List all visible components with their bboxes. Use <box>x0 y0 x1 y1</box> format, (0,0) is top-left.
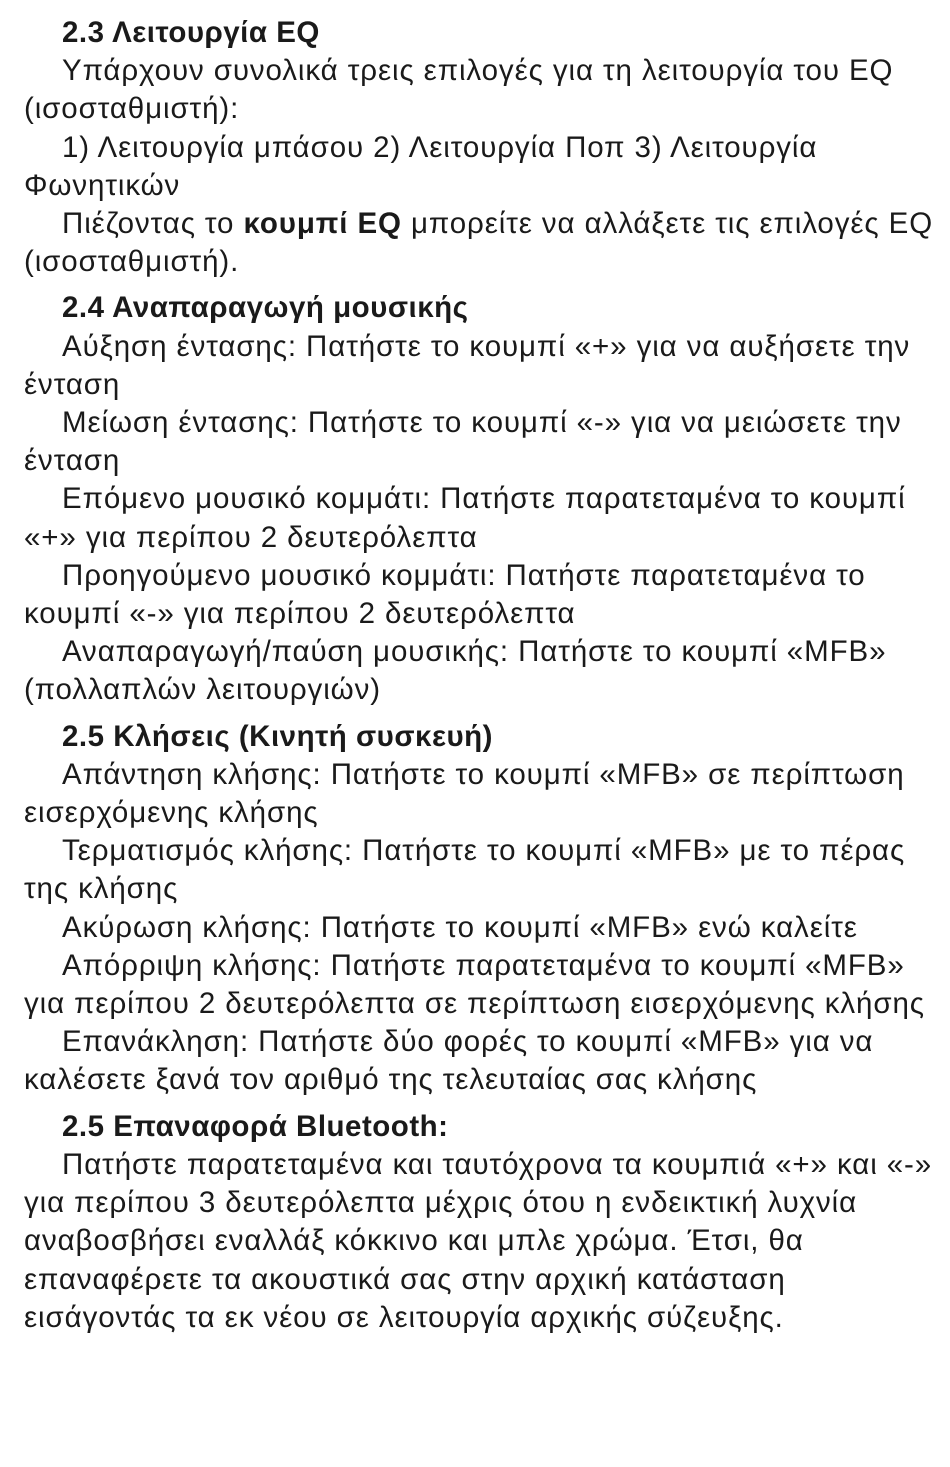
paragraph: Πατήστε παρατεταμένα και ταυτόχρονα τα κουμπιά «+» και «-» για περίπου 3 δευτερόλεπτα μέχρις ότου η ενδεικτική λυχνία αναβοσβήσει εναλλάξ κόκκινο και μπλε χρώμα. Έτσι, θα επαναφέρετε τα ακουστικά σας στην αρχική κατάσταση εισάγοντάς τα εκ νέου σε λειτουργία αρχικής σύζευξης. <box>24 1147 933 1334</box>
section-heading: 2.4 Αναπαραγωγή μουσικής <box>62 291 469 325</box>
paragraph: Απάντηση κλήσης: Πατήστε το κουμπί «MFB» σε περίπτωση εισερχόμενης κλήσης <box>24 757 905 830</box>
section-bluetooth-reset <box>24 1108 936 1337</box>
section-eq-mode <box>24 14 936 281</box>
paragraph: Επόμενο μουσικό κομμάτι: Πατήστε παρατεταμένα το κουμπί «+» για περίπου 2 δευτερόλεπτα <box>24 482 906 554</box>
bold-text-run: κουμπί EQ <box>243 207 402 241</box>
paragraph: Υπάρχουν συνολικά τρεις επιλογές για τη λειτουργία του EQ (ισοσταθμιστή): <box>24 54 894 126</box>
section-heading: 2.5 Κλήσεις (Κινητή συσκευή) <box>62 719 493 753</box>
text-run: Πιέζοντας το <box>62 207 244 241</box>
paragraph: Ακύρωση κλήσης: Πατήστε το κουμπί «MFB» ενώ καλείτε <box>62 910 858 944</box>
paragraph: Τερματισμός κλήσης: Πατήστε το κουμπί «MFB» με το πέρας της κλήσης <box>24 834 906 906</box>
section-heading: 2.3 Λειτουργία EQ <box>62 16 320 49</box>
section-heading: 2.5 Επαναφορά Bluetooth: <box>62 1109 449 1143</box>
paragraph: Αύξηση έντασης: Πατήστε το κουμπί «+» για να αυξήσετε την ένταση <box>24 329 911 401</box>
manual-page <box>24 14 936 1345</box>
paragraph: Επανάκληση: Πατήστε δύο φορές το κουμπί «MFB» για να καλέσετε ξανά τον αριθμό της τελευταίας σας κλήσης <box>24 1025 874 1097</box>
text-run: μπορείτε να αλλάξετε τις επιλογές EQ (ισοσταθμιστή). <box>24 207 934 279</box>
paragraph <box>24 205 936 281</box>
paragraph: Αναπαραγωγή/παύση μουσικής: Πατήστε το κουμπί «MFB» (πολλαπλών λειτουργιών) <box>24 635 887 707</box>
section-music-playback <box>24 289 936 709</box>
section-calls <box>24 718 936 1100</box>
paragraph: Προηγούμενο μουσικό κομμάτι: Πατήστε παρατεταμένα το κουμπί «-» για περίπου 2 δευτερόλεπτα <box>24 558 866 631</box>
paragraph: Μείωση έντασης: Πατήστε το κουμπί «-» για να μειώσετε την ένταση <box>24 406 902 478</box>
paragraph: 1) Λειτουργία μπάσου 2) Λειτουργία Ποπ 3) Λειτουργία Φωνητικών <box>24 130 818 202</box>
paragraph: Απόρριψη κλήσης: Πατήστε παρατεταμένα το κουμπί «MFB» για περίπου 2 δευτερόλεπτα σε περίπτωση εισερχόμενης κλήσης <box>24 948 925 1021</box>
